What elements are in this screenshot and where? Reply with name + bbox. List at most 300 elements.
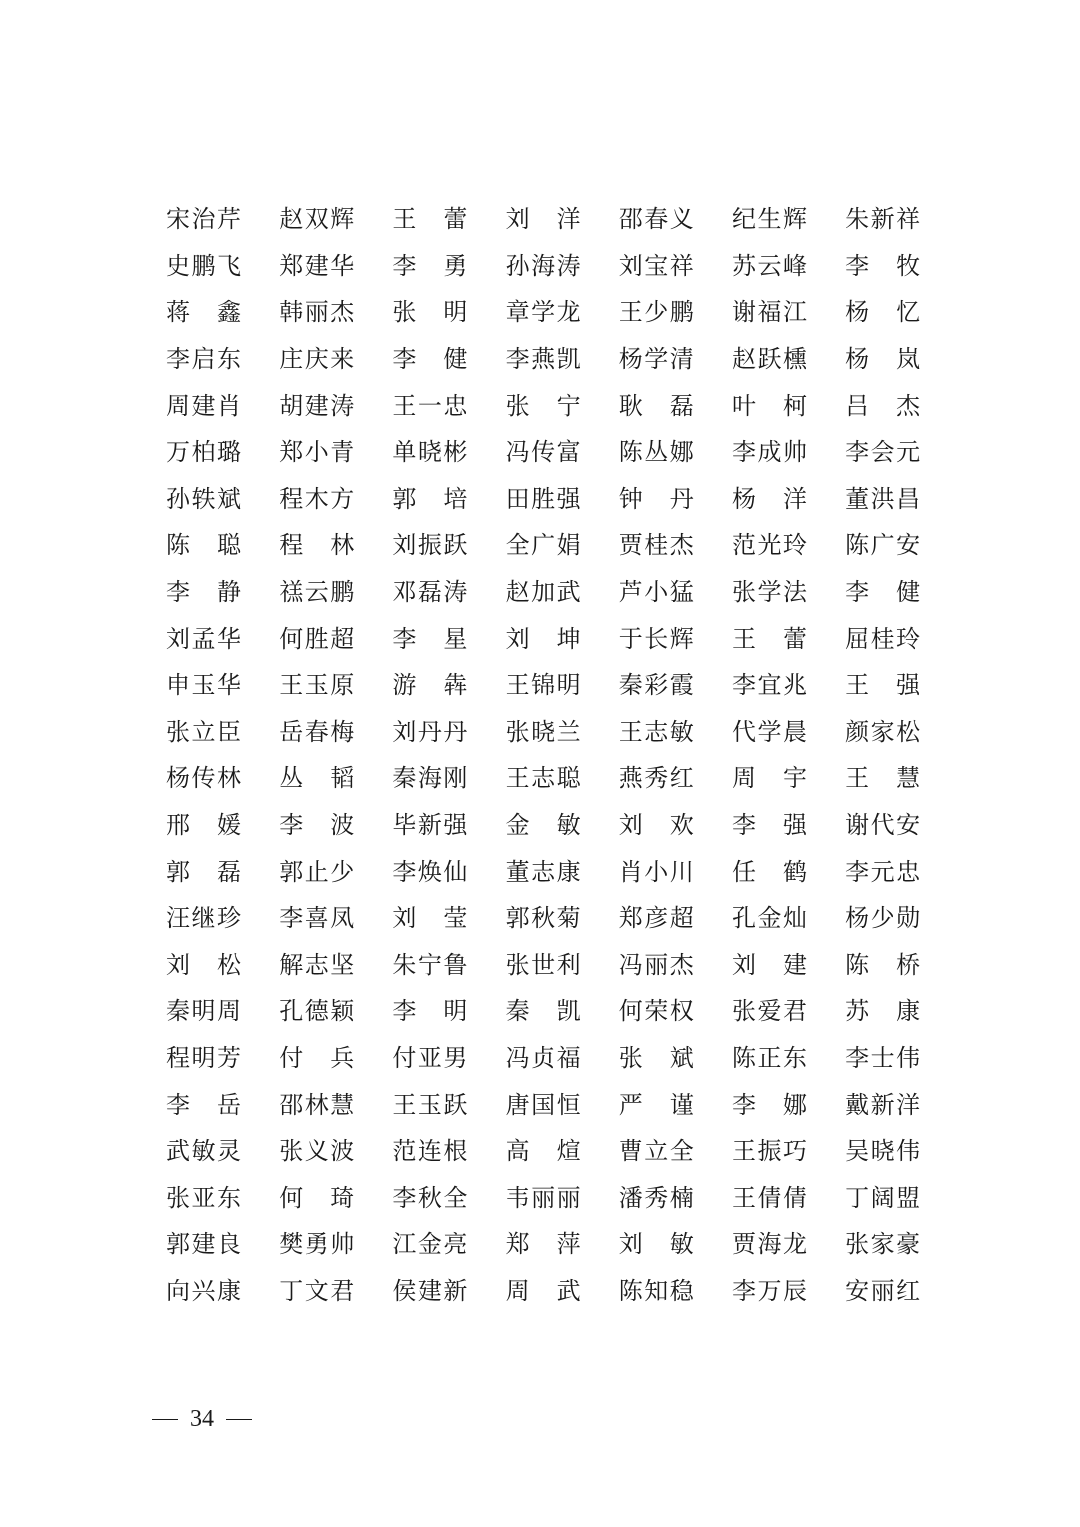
name-row xyxy=(166,1268,926,1315)
person-name: 钟 丹 xyxy=(618,484,694,513)
person-name: 孔 金 灿 xyxy=(731,904,807,933)
person-name: 周 宇 xyxy=(731,764,807,793)
person-name: 屈 桂 玲 xyxy=(845,624,921,653)
name-cell xyxy=(392,336,505,383)
name-cell xyxy=(279,1268,392,1315)
person-name: 陈 桥 xyxy=(845,950,921,979)
name-cell xyxy=(279,429,392,476)
name-cell xyxy=(845,1081,958,1128)
name-cell xyxy=(506,1081,619,1128)
name-cell xyxy=(619,709,732,756)
name-cell xyxy=(619,615,732,662)
name-cell xyxy=(392,196,505,243)
name-cell xyxy=(506,569,619,616)
person-name: 岳 春 梅 xyxy=(279,717,355,746)
person-name: 朱 新 祥 xyxy=(845,205,921,234)
person-name: 李 元 忠 xyxy=(845,857,921,886)
person-name: 郑 萍 xyxy=(505,1230,581,1259)
person-name: 赵 跃 櫄 xyxy=(731,345,807,374)
name-cell xyxy=(506,1035,619,1082)
person-name: 张 宁 xyxy=(505,391,581,420)
name-row xyxy=(166,755,926,802)
name-cell xyxy=(506,615,619,662)
name-cell xyxy=(845,336,958,383)
name-cell xyxy=(279,615,392,662)
person-name: 刘 敏 xyxy=(618,1230,694,1259)
person-name: 燕 秀 红 xyxy=(618,764,694,793)
person-name: 付 亚 男 xyxy=(392,1043,468,1072)
name-cell xyxy=(279,522,392,569)
person-name: 陈 知 稳 xyxy=(618,1276,694,1305)
person-name: 吴 晓 伟 xyxy=(845,1137,921,1166)
name-cell xyxy=(166,289,279,336)
name-cell xyxy=(845,848,958,895)
name-row xyxy=(166,196,926,243)
name-cell xyxy=(166,382,279,429)
person-name: 刘 丹 丹 xyxy=(392,717,468,746)
name-cell xyxy=(619,1128,732,1175)
name-cell xyxy=(732,196,845,243)
person-name: 范 光 玲 xyxy=(731,531,807,560)
person-name: 田 胜 强 xyxy=(505,484,581,513)
name-cell xyxy=(166,429,279,476)
person-name: 蒋 鑫 xyxy=(166,298,241,327)
person-name: 杨 少 勋 xyxy=(845,904,921,933)
name-row xyxy=(166,569,926,616)
name-cell xyxy=(732,802,845,849)
name-cell xyxy=(392,522,505,569)
name-cell xyxy=(619,196,732,243)
name-cell xyxy=(845,1128,958,1175)
person-name: 郭 磊 xyxy=(166,857,241,886)
person-name: 丁 文 君 xyxy=(279,1276,355,1305)
person-name: 谢 代 安 xyxy=(845,811,921,840)
name-cell xyxy=(506,522,619,569)
name-cell xyxy=(845,1268,958,1315)
name-cell xyxy=(732,988,845,1035)
person-name: 任 鹤 xyxy=(731,857,807,886)
name-cell xyxy=(279,1128,392,1175)
person-name: 万 柏 璐 xyxy=(166,438,241,467)
person-name: 张 亚 东 xyxy=(166,1183,241,1212)
name-list-grid xyxy=(166,196,926,1314)
person-name: 刘 振 跃 xyxy=(392,531,468,560)
name-row xyxy=(166,709,926,756)
name-cell xyxy=(392,895,505,942)
person-name: 刘 建 xyxy=(731,950,807,979)
person-name: 秦 彩 霞 xyxy=(618,671,694,700)
name-cell xyxy=(732,569,845,616)
name-cell xyxy=(619,755,732,802)
name-cell xyxy=(845,662,958,709)
name-cell xyxy=(392,615,505,662)
person-name: 苏 云 峰 xyxy=(731,251,807,280)
person-name: 刘 洋 xyxy=(505,205,581,234)
name-cell xyxy=(619,848,732,895)
name-row xyxy=(166,1174,926,1221)
person-name: 赵 双 辉 xyxy=(279,205,355,234)
name-cell xyxy=(166,988,279,1035)
person-name: 冯 传 富 xyxy=(505,438,581,467)
person-name: 李 启 东 xyxy=(166,345,241,374)
name-cell xyxy=(619,1081,732,1128)
person-name: 武 敏 灵 xyxy=(166,1137,241,1166)
person-name: 章 学 龙 xyxy=(505,298,581,327)
name-cell xyxy=(732,755,845,802)
name-cell xyxy=(619,569,732,616)
name-cell xyxy=(506,662,619,709)
person-name: 安 丽 红 xyxy=(845,1276,921,1305)
name-row xyxy=(166,1221,926,1268)
name-cell xyxy=(392,942,505,989)
name-row xyxy=(166,848,926,895)
name-cell xyxy=(845,476,958,523)
person-name: 董 志 康 xyxy=(505,857,581,886)
name-cell xyxy=(166,662,279,709)
name-cell xyxy=(166,522,279,569)
name-cell xyxy=(845,942,958,989)
person-name: 郑 小 青 xyxy=(279,438,355,467)
person-name: 游 犇 xyxy=(392,671,468,700)
person-name: 李 勇 xyxy=(392,251,468,280)
name-cell xyxy=(279,1221,392,1268)
person-name: 王 蕾 xyxy=(392,205,468,234)
person-name: 王 振 巧 xyxy=(731,1137,807,1166)
person-name: 丛 韬 xyxy=(279,764,355,793)
person-name: 秦 凯 xyxy=(505,997,581,1026)
person-name: 谢 福 江 xyxy=(731,298,807,327)
person-name: 杨 传 林 xyxy=(166,764,241,793)
person-name: 周 建 肖 xyxy=(166,391,241,420)
name-cell xyxy=(506,336,619,383)
person-name: 邵 林 慧 xyxy=(279,1090,355,1119)
name-cell xyxy=(619,942,732,989)
person-name: 杨 学 清 xyxy=(618,345,694,374)
person-name: 张 义 波 xyxy=(279,1137,355,1166)
name-cell xyxy=(845,382,958,429)
name-row xyxy=(166,895,926,942)
name-cell xyxy=(732,709,845,756)
person-name: 何 胜 超 xyxy=(279,624,355,653)
name-row xyxy=(166,476,926,523)
person-name: 郭 建 良 xyxy=(166,1230,241,1259)
name-cell xyxy=(732,848,845,895)
person-name: 何 荣 权 xyxy=(618,997,694,1026)
person-name: 李 士 伟 xyxy=(845,1043,921,1072)
person-name: 李 健 xyxy=(845,578,921,607)
name-cell xyxy=(506,755,619,802)
name-cell xyxy=(279,476,392,523)
name-cell xyxy=(732,289,845,336)
right-dash-decoration xyxy=(226,1419,252,1421)
name-cell xyxy=(845,196,958,243)
person-name: 樊 勇 帅 xyxy=(279,1230,355,1259)
person-name: 严 谨 xyxy=(618,1090,694,1119)
person-name: 刘 坤 xyxy=(505,624,581,653)
person-name: 张 学 法 xyxy=(731,578,807,607)
person-name: 刘 莹 xyxy=(392,904,468,933)
name-cell xyxy=(279,243,392,290)
name-cell xyxy=(506,429,619,476)
person-name: 李 波 xyxy=(279,811,355,840)
name-cell xyxy=(279,569,392,616)
person-name: 杨 岚 xyxy=(845,345,921,374)
name-cell xyxy=(392,1035,505,1082)
person-name: 王 强 xyxy=(845,671,921,700)
name-cell xyxy=(166,336,279,383)
name-cell xyxy=(619,988,732,1035)
name-cell xyxy=(732,942,845,989)
person-name: 贾 桂 杰 xyxy=(618,531,694,560)
name-cell xyxy=(279,382,392,429)
name-cell xyxy=(732,429,845,476)
name-cell xyxy=(732,615,845,662)
person-name: 郭 培 xyxy=(392,484,468,513)
person-name: 郑 建 华 xyxy=(279,251,355,280)
name-row xyxy=(166,1035,926,1082)
name-cell xyxy=(392,662,505,709)
name-cell xyxy=(845,243,958,290)
name-cell xyxy=(279,942,392,989)
name-cell xyxy=(506,196,619,243)
name-cell xyxy=(392,709,505,756)
person-name: 禚 云 鹏 xyxy=(279,578,355,607)
person-name: 肖 小 川 xyxy=(618,857,694,886)
name-row xyxy=(166,988,926,1035)
person-name: 李 喜 凤 xyxy=(279,904,355,933)
person-name: 潘 秀 楠 xyxy=(618,1183,694,1212)
name-cell xyxy=(166,196,279,243)
person-name: 孙 海 涛 xyxy=(505,251,581,280)
name-cell xyxy=(279,848,392,895)
name-cell xyxy=(166,615,279,662)
name-cell xyxy=(392,569,505,616)
name-cell xyxy=(279,196,392,243)
person-name: 杨 忆 xyxy=(845,298,921,327)
person-name: 王 倩 倩 xyxy=(731,1183,807,1212)
person-name: 李 万 辰 xyxy=(731,1276,807,1305)
name-cell xyxy=(619,662,732,709)
name-row xyxy=(166,942,926,989)
name-cell xyxy=(845,615,958,662)
person-name: 代 学 晨 xyxy=(731,717,807,746)
person-name: 秦 明 周 xyxy=(166,997,241,1026)
person-name: 李 会 元 xyxy=(845,438,921,467)
person-name: 苏 康 xyxy=(845,997,921,1026)
person-name: 李 星 xyxy=(392,624,468,653)
person-name: 胡 建 涛 xyxy=(279,391,355,420)
name-row xyxy=(166,1081,926,1128)
name-cell xyxy=(845,289,958,336)
person-name: 张 晓 兰 xyxy=(505,717,581,746)
name-cell xyxy=(279,289,392,336)
name-cell xyxy=(279,895,392,942)
person-name: 赵 加 武 xyxy=(505,578,581,607)
person-name: 于 长 辉 xyxy=(618,624,694,653)
person-name: 刘 松 xyxy=(166,950,241,979)
name-cell xyxy=(166,1081,279,1128)
name-cell xyxy=(845,895,958,942)
name-cell xyxy=(506,895,619,942)
person-name: 李 岳 xyxy=(166,1090,241,1119)
person-name: 解 志 坚 xyxy=(279,950,355,979)
name-cell xyxy=(619,243,732,290)
name-cell xyxy=(732,1221,845,1268)
person-name: 何 琦 xyxy=(279,1183,355,1212)
name-cell xyxy=(619,895,732,942)
person-name: 李 成 帅 xyxy=(731,438,807,467)
person-name: 纪 生 辉 xyxy=(731,205,807,234)
name-cell xyxy=(619,1174,732,1221)
name-cell xyxy=(166,1221,279,1268)
name-cell xyxy=(732,336,845,383)
name-cell xyxy=(166,1128,279,1175)
person-name: 冯 贞 福 xyxy=(505,1043,581,1072)
person-name: 陈 广 安 xyxy=(845,531,921,560)
name-cell xyxy=(845,1035,958,1082)
name-row xyxy=(166,662,926,709)
person-name: 戴 新 洋 xyxy=(845,1090,921,1119)
person-name: 韩 丽 杰 xyxy=(279,298,355,327)
person-name: 郑 彦 超 xyxy=(618,904,694,933)
name-cell xyxy=(845,755,958,802)
person-name: 王 慧 xyxy=(845,764,921,793)
person-name: 张 斌 xyxy=(618,1043,694,1072)
name-cell xyxy=(845,802,958,849)
name-cell xyxy=(392,802,505,849)
person-name: 刘 宝 祥 xyxy=(618,251,694,280)
name-cell xyxy=(166,1268,279,1315)
name-cell xyxy=(166,569,279,616)
name-cell xyxy=(619,1221,732,1268)
name-cell xyxy=(732,1035,845,1082)
person-name: 王 一 忠 xyxy=(392,391,468,420)
name-cell xyxy=(732,1174,845,1221)
person-name: 王 蕾 xyxy=(731,624,807,653)
name-cell xyxy=(845,569,958,616)
name-cell xyxy=(845,1221,958,1268)
name-row xyxy=(166,382,926,429)
name-cell xyxy=(166,476,279,523)
name-cell xyxy=(166,895,279,942)
person-name: 叶 柯 xyxy=(731,391,807,420)
name-cell xyxy=(392,1128,505,1175)
name-row xyxy=(166,615,926,662)
person-name: 王 少 鹏 xyxy=(618,298,694,327)
person-name: 周 武 xyxy=(505,1276,581,1305)
person-name: 李 宜 兆 xyxy=(731,671,807,700)
person-name: 王 锦 明 xyxy=(505,671,581,700)
person-name: 张 明 xyxy=(392,298,468,327)
person-name: 曹 立 全 xyxy=(618,1137,694,1166)
person-name: 芦 小 猛 xyxy=(618,578,694,607)
name-cell xyxy=(619,802,732,849)
person-name: 全 广 娟 xyxy=(505,531,581,560)
person-name: 吕 杰 xyxy=(845,391,921,420)
name-cell xyxy=(845,1174,958,1221)
person-name: 杨 洋 xyxy=(731,484,807,513)
name-cell xyxy=(845,522,958,569)
name-cell xyxy=(732,382,845,429)
name-cell xyxy=(619,476,732,523)
person-name: 李 牧 xyxy=(845,251,921,280)
person-name: 孙 轶 斌 xyxy=(166,484,241,513)
name-cell xyxy=(392,476,505,523)
name-cell xyxy=(732,243,845,290)
name-cell xyxy=(166,942,279,989)
name-cell xyxy=(732,1081,845,1128)
person-name: 唐 国 恒 xyxy=(505,1090,581,1119)
name-cell xyxy=(845,988,958,1035)
name-cell xyxy=(279,1081,392,1128)
person-name: 程 木 方 xyxy=(279,484,355,513)
name-cell xyxy=(166,243,279,290)
person-name: 李 秋 全 xyxy=(392,1183,468,1212)
name-cell xyxy=(166,802,279,849)
person-name: 刘 孟 华 xyxy=(166,624,241,653)
name-cell xyxy=(506,289,619,336)
person-name: 李 焕 仙 xyxy=(392,857,468,886)
name-cell xyxy=(619,1268,732,1315)
name-row xyxy=(166,429,926,476)
name-cell xyxy=(619,429,732,476)
person-name: 朱 宁 鲁 xyxy=(392,950,468,979)
person-name: 王 玉 原 xyxy=(279,671,355,700)
name-cell xyxy=(279,336,392,383)
name-cell xyxy=(279,709,392,756)
person-name: 刘 欢 xyxy=(618,811,694,840)
person-name: 李 强 xyxy=(731,811,807,840)
name-cell xyxy=(506,1174,619,1221)
person-name: 孔 德 颖 xyxy=(279,997,355,1026)
person-name: 侯 建 新 xyxy=(392,1276,468,1305)
person-name: 李 娜 xyxy=(731,1090,807,1119)
person-name: 史 鹏 飞 xyxy=(166,251,241,280)
person-name: 耿 磊 xyxy=(618,391,694,420)
name-cell xyxy=(279,988,392,1035)
name-row xyxy=(166,802,926,849)
name-row xyxy=(166,336,926,383)
person-name: 李 明 xyxy=(392,997,468,1026)
name-cell xyxy=(732,476,845,523)
person-name: 韦 丽 丽 xyxy=(505,1183,581,1212)
name-cell xyxy=(506,802,619,849)
name-cell xyxy=(506,942,619,989)
person-name: 邢 媛 xyxy=(166,811,241,840)
person-name: 贾 海 龙 xyxy=(731,1230,807,1259)
name-cell xyxy=(392,1221,505,1268)
name-cell xyxy=(392,848,505,895)
name-cell xyxy=(392,243,505,290)
person-name: 单 晓 彬 xyxy=(392,438,468,467)
name-cell xyxy=(279,1174,392,1221)
name-cell xyxy=(506,1128,619,1175)
name-row xyxy=(166,243,926,290)
name-cell xyxy=(392,755,505,802)
person-name: 付 兵 xyxy=(279,1043,355,1072)
name-cell xyxy=(619,1035,732,1082)
person-name: 秦 海 刚 xyxy=(392,764,468,793)
name-cell xyxy=(392,988,505,1035)
person-name: 王 志 聪 xyxy=(505,764,581,793)
person-name: 程 林 xyxy=(279,531,355,560)
person-name: 李 燕 凯 xyxy=(505,345,581,374)
person-name: 董 洪 昌 xyxy=(845,484,921,513)
name-cell xyxy=(392,1268,505,1315)
person-name: 丁 阔 盟 xyxy=(845,1183,921,1212)
name-cell xyxy=(392,382,505,429)
name-cell xyxy=(506,848,619,895)
